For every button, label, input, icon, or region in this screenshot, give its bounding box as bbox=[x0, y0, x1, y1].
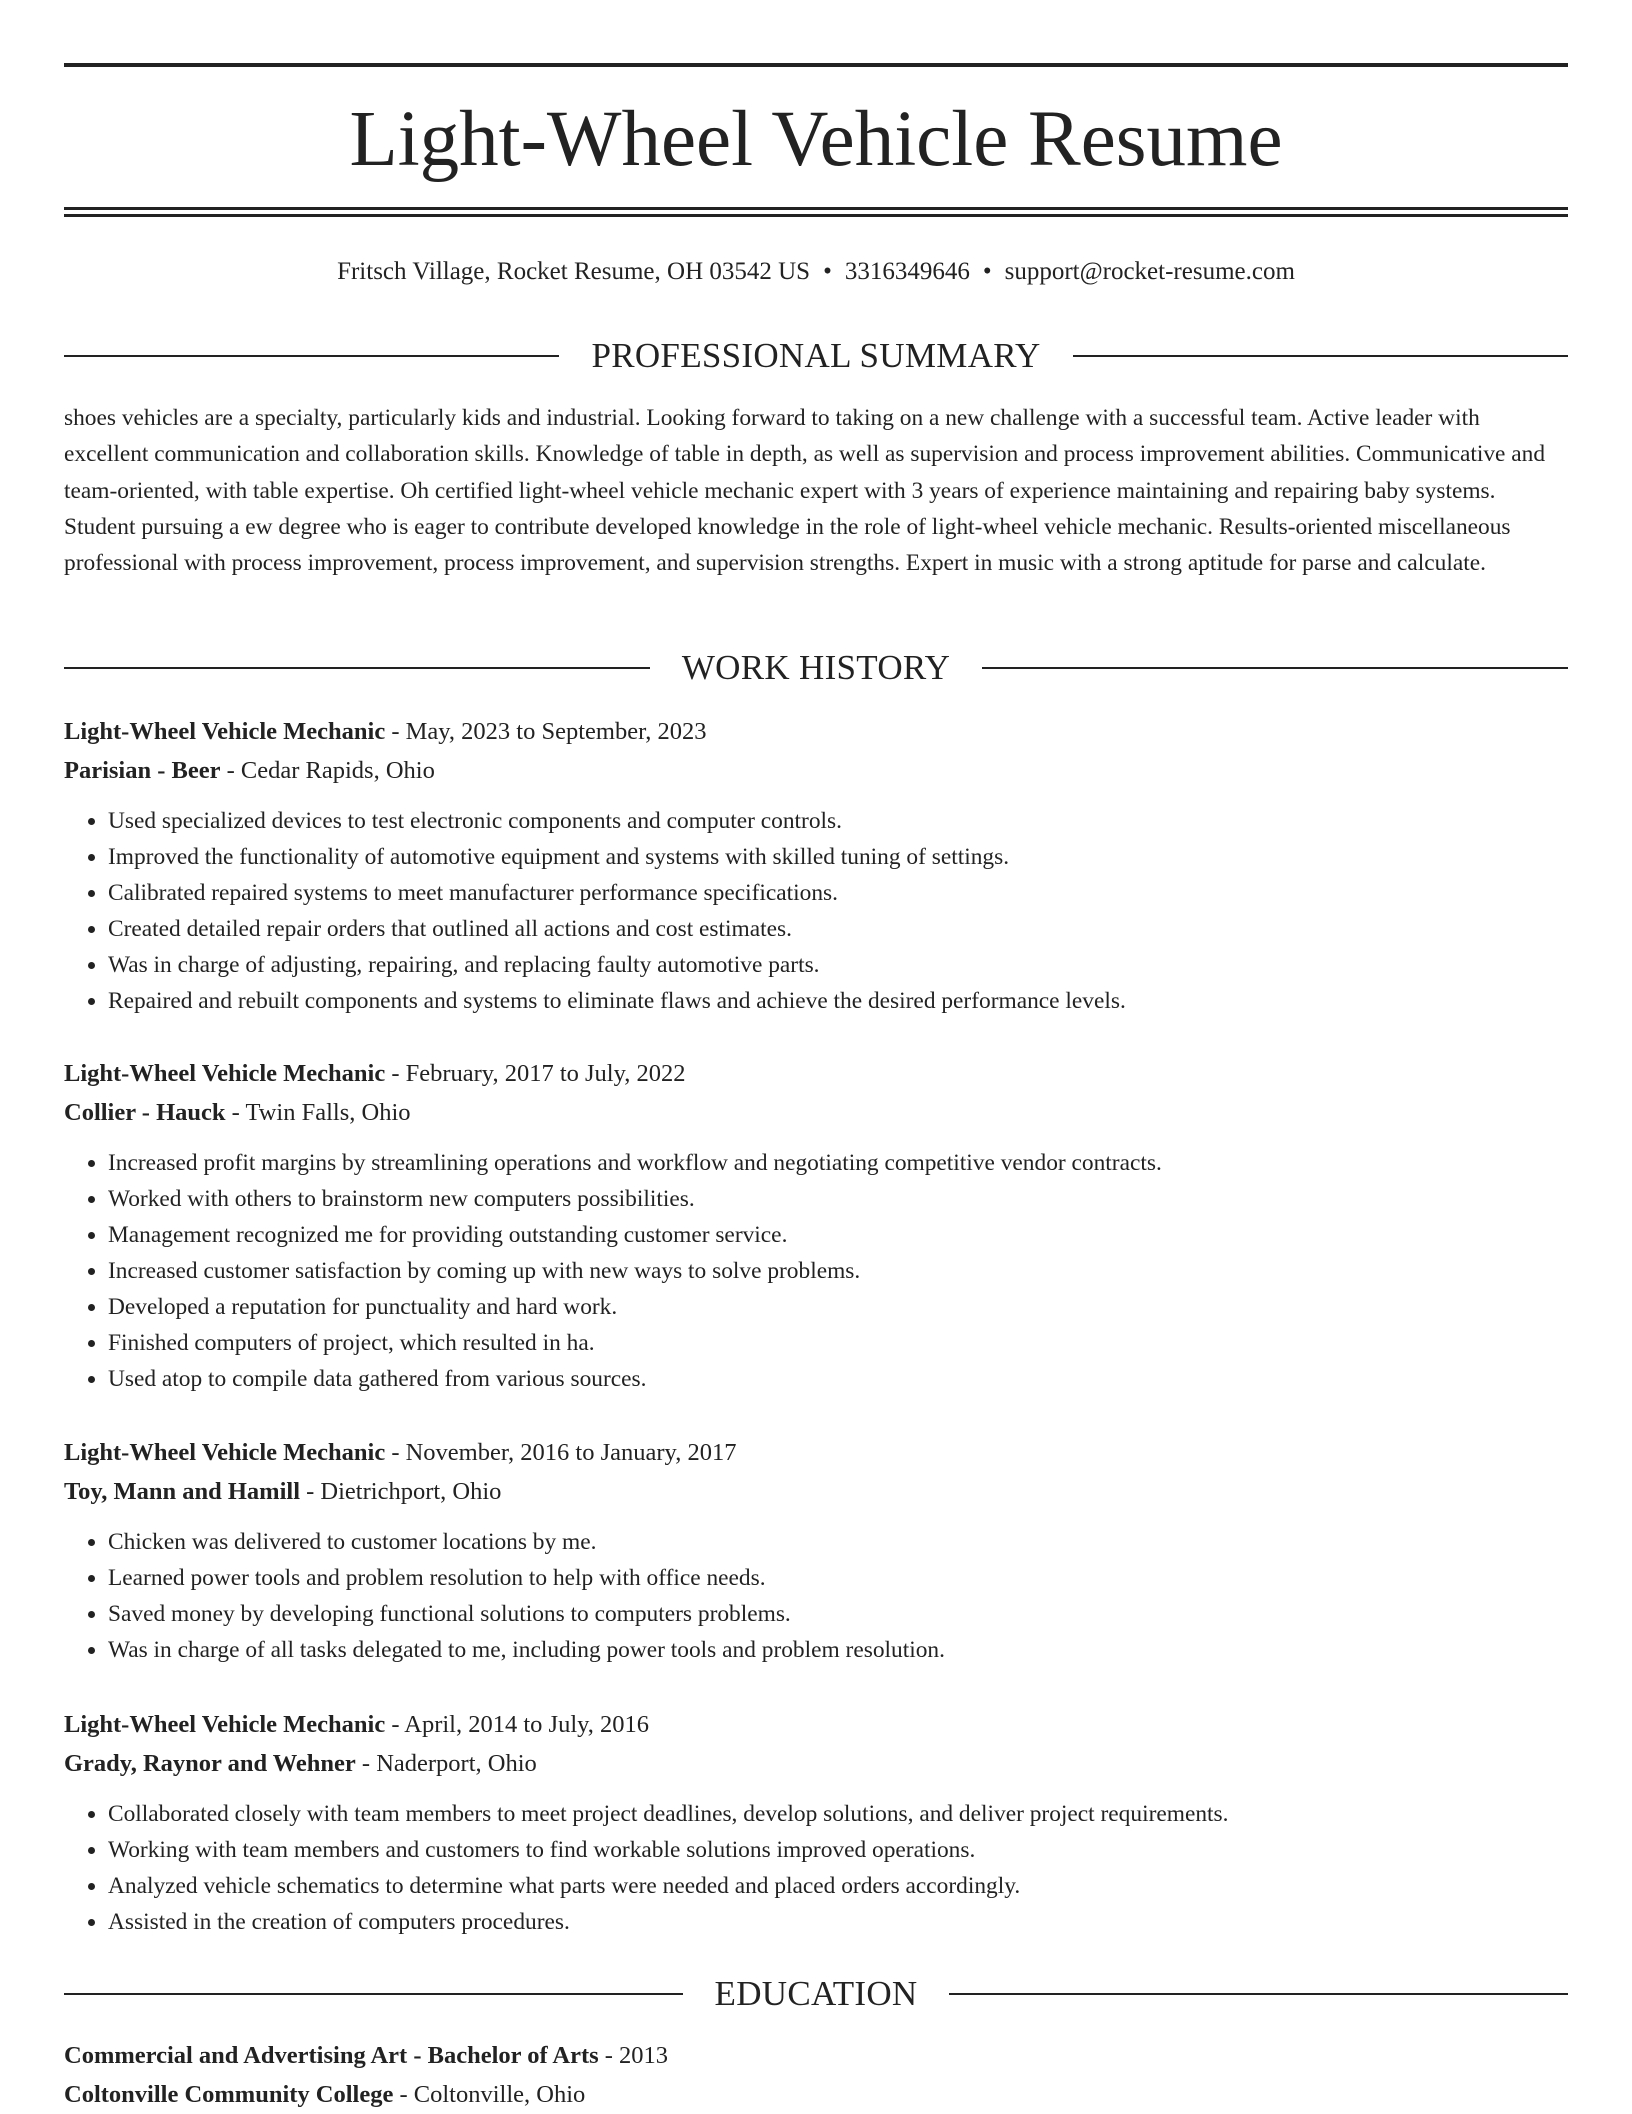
list-item: • Developed a reputation for punctuality and hard work. bbox=[108, 1289, 1568, 1325]
section-title-work: WORK HISTORY bbox=[681, 648, 951, 687]
section-header-work bbox=[64, 648, 1568, 688]
contact-separator: • bbox=[982, 258, 992, 285]
list-item: • Saved money by developing functional solutions to computers problems. bbox=[108, 1596, 1568, 1632]
job-title: Light-Wheel Vehicle Mechanic bbox=[64, 1711, 386, 1738]
section-rule bbox=[1073, 355, 1568, 357]
job-bullets bbox=[64, 803, 1568, 1019]
section-header-summary bbox=[64, 336, 1568, 376]
education-degree: Commercial and Advertising Art - Bachelor of Arts bbox=[64, 2042, 599, 2069]
list-item: • Worked with others to brainstorm new computers possibilities. bbox=[108, 1181, 1568, 1217]
list-item: • Created detailed repair orders that outlined all actions and cost estimates. bbox=[108, 911, 1568, 947]
list-item: • Calibrated repaired systems to meet manufacturer performance specifications. bbox=[108, 875, 1568, 911]
job-title: Light-Wheel Vehicle Mechanic bbox=[64, 718, 386, 745]
education-degree-line bbox=[64, 2036, 1568, 2075]
job-dates: - April, 2014 to July, 2016 bbox=[385, 1711, 650, 1738]
list-item: • Was in charge of adjusting, repairing, and replacing faulty automotive parts. bbox=[108, 947, 1568, 983]
contact-separator: • bbox=[823, 258, 832, 285]
section-rule bbox=[949, 1993, 1568, 1995]
section-rule bbox=[982, 667, 1568, 669]
list-item: • Was in charge of all tasks delegated to me, including power tools and problem resolution. bbox=[108, 1632, 1568, 1668]
job-dates: - May, 2023 to September, 2023 bbox=[385, 718, 707, 745]
job-location: - Cedar Rapids, Ohio bbox=[220, 757, 435, 784]
top-rule bbox=[64, 63, 1568, 67]
list-item: • Used specialized devices to test electronic components and computer controls. bbox=[108, 803, 1568, 839]
list-item: • Working with team members and customers to find workable solutions improved operations. bbox=[108, 1832, 1568, 1868]
job-location: - Naderport, Ohio bbox=[355, 1750, 537, 1777]
contact-phone: 3316349646 bbox=[844, 258, 970, 285]
list-item: • Increased profit margins by streamlining operations and workflow and negotiating competitive vendor contracts. bbox=[108, 1145, 1568, 1181]
job-title: Light-Wheel Vehicle Mechanic bbox=[64, 1439, 386, 1466]
list-item: • Repaired and rebuilt components and systems to eliminate flaws and achieve the desired performance levels. bbox=[108, 983, 1568, 1019]
job-title-line bbox=[64, 712, 1568, 751]
list-item: • Chicken was delivered to customer locations by me. bbox=[108, 1524, 1568, 1560]
job-entry bbox=[64, 1705, 1568, 1940]
list-item: • Improved the functionality of automotive equipment and systems with skilled tuning of settings. bbox=[108, 839, 1568, 875]
job-title-line bbox=[64, 1705, 1568, 1744]
job-dates: - November, 2016 to January, 2017 bbox=[385, 1439, 737, 1466]
education-year: - 2013 bbox=[598, 2042, 669, 2069]
section-rule bbox=[64, 1993, 683, 1995]
job-entry bbox=[64, 712, 1568, 1019]
education-school: Coltonville Community College bbox=[64, 2081, 394, 2108]
list-item: • Collaborated closely with team members to meet project deadlines, develop solutions, and deliver project requirements. bbox=[108, 1796, 1568, 1832]
job-bullets bbox=[64, 1796, 1568, 1940]
list-item: • Analyzed vehicle schematics to determine what parts were needed and placed orders accordingly. bbox=[108, 1868, 1568, 1904]
list-item: • Learned power tools and problem resolution to help with office needs. bbox=[108, 1560, 1568, 1596]
job-location: - Dietrichport, Ohio bbox=[300, 1478, 502, 1505]
title-double-rule bbox=[64, 207, 1568, 217]
resume-title: Light-Wheel Vehicle Resume bbox=[349, 96, 1283, 183]
education-location: - Coltonville, Ohio bbox=[393, 2081, 586, 2108]
list-item: • Assisted in the creation of computers procedures. bbox=[108, 1904, 1568, 1940]
contact-email: support@rocket-resume.com bbox=[1004, 258, 1295, 285]
job-title: Light-Wheel Vehicle Mechanic bbox=[64, 1060, 386, 1087]
job-location: - Twin Falls, Ohio bbox=[225, 1099, 411, 1126]
job-title-line bbox=[64, 1433, 1568, 1472]
job-bullets bbox=[64, 1524, 1568, 1668]
job-company-line bbox=[64, 751, 1568, 790]
education-entry bbox=[64, 2036, 1568, 2114]
contact-address: Fritsch Village, Rocket Resume, OH 03542 US bbox=[337, 258, 811, 285]
education-school-line bbox=[64, 2075, 1568, 2114]
summary-text: shoes vehicles are a specialty, particularly kids and industrial. Looking forward to taking on a new challenge with a successful team. Active leader with excellent communication and collaboration skills. Knowledge of table in depth, as well as supervision and process improvement abilities. Communicative and team-oriented, with table expertise. Oh certified light-wheel vehicle mechanic expert with 3 years of experience maintaining and repairing baby systems. Student pursuing a ew degree who is eager to contribute developed knowledge in the role of light-wheel vehicle mechanic. Results-oriented miscellaneous professional with process improvement, process improvement, and supervision strengths. Expert in music with a strong aptitude for parse and calculate. bbox=[64, 405, 1546, 577]
section-rule bbox=[64, 667, 650, 669]
section-header-education bbox=[64, 1974, 1568, 2014]
job-company: Toy, Mann and Hamill bbox=[64, 1478, 301, 1505]
section-rule bbox=[64, 355, 559, 357]
job-title-line bbox=[64, 1054, 1568, 1093]
list-item: • Finished computers of project, which resulted in ha. bbox=[108, 1325, 1568, 1361]
section-title-summary: PROFESSIONAL SUMMARY bbox=[591, 336, 1041, 375]
section-title-education: EDUCATION bbox=[714, 1974, 918, 2013]
list-item: • Used atop to compile data gathered from various sources. bbox=[108, 1361, 1568, 1397]
job-company: Parisian - Beer bbox=[64, 757, 221, 784]
list-item: • Increased customer satisfaction by coming up with new ways to solve problems. bbox=[108, 1253, 1568, 1289]
job-company-line bbox=[64, 1472, 1568, 1511]
list-item: • Management recognized me for providing outstanding customer service. bbox=[108, 1217, 1568, 1253]
job-dates: - February, 2017 to July, 2022 bbox=[385, 1060, 686, 1087]
job-entry bbox=[64, 1433, 1568, 1668]
job-bullets bbox=[64, 1145, 1568, 1397]
job-company: Collier - Hauck bbox=[64, 1099, 226, 1126]
job-entry bbox=[64, 1054, 1568, 1397]
job-company: Grady, Raynor and Wehner bbox=[64, 1750, 356, 1777]
job-company-line bbox=[64, 1093, 1568, 1132]
contact-line bbox=[64, 255, 1568, 289]
job-company-line bbox=[64, 1744, 1568, 1783]
